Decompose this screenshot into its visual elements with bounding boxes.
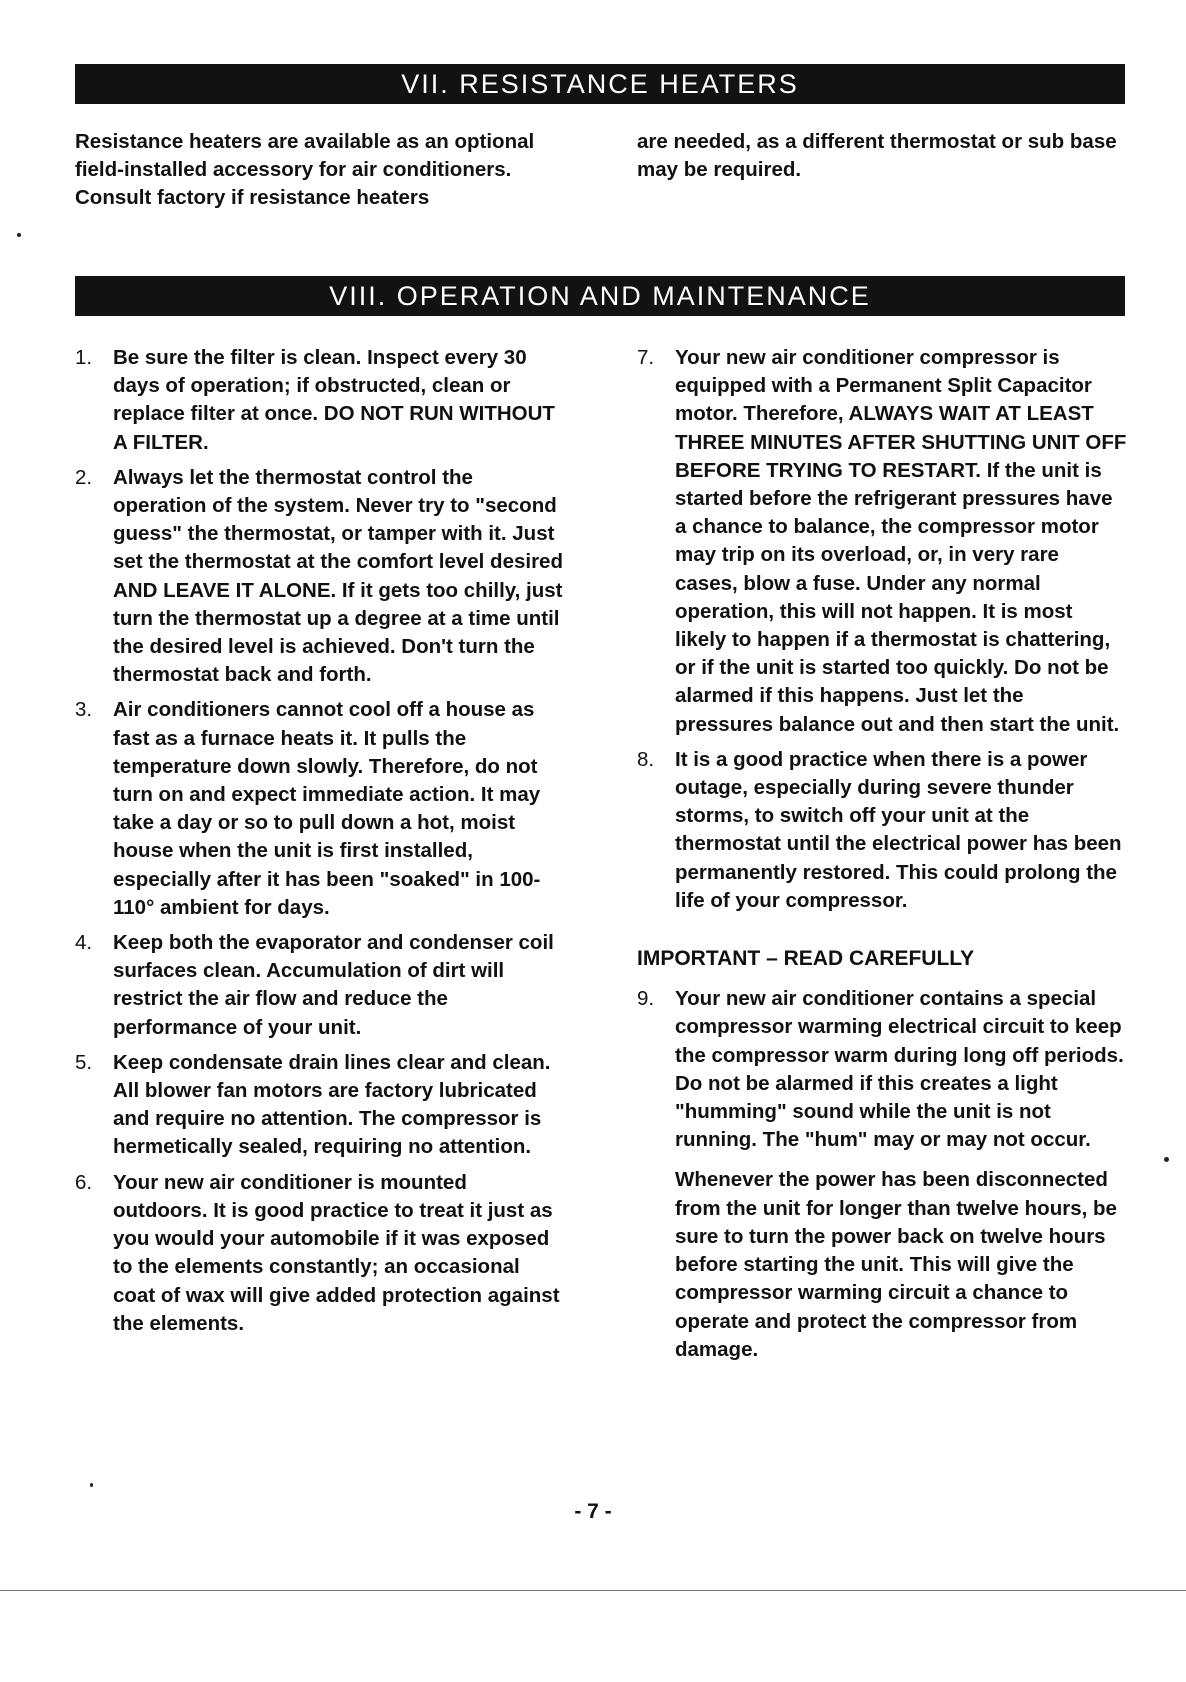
item-number: 4.	[75, 931, 93, 955]
left-column	[75, 344, 565, 1345]
item-text: Be sure the filter is clean. Inspect every 30 days of operation; if obstructed, clean or replace filter at once. DO NOT RUN WITHOUT A FILTER.	[113, 346, 555, 454]
item-text: Your new air conditioner compressor is equipped with a Permanent Split Capacitor motor. Therefore, ALWAYS WAIT AT LEAST THREE MINUTES AFTER SHUTTING UNIT OFF BEFORE TRYING TO RESTART. If the unit is started before the refrigerant pressures have a chance to balance, the compressor motor may trip on its overload, or, in very rare cases, blow a fuse. Under any normal operation, this will not happen. It is most likely to happen if a thermostat is chattering, or if the unit is started too quickly. Do not be alarmed if this happens. Just let the pressures balance out and then start the unit.	[675, 346, 1127, 736]
section-7-text-right	[637, 128, 1127, 184]
scan-speck	[1164, 1157, 1169, 1162]
item-text: Your new air conditioner contains a special compressor warming electrical circuit to keep the compressor warm during long off periods. Do not be alarmed if this creates a light "humming" sound while the unit is not running. The "hum" may or may not occur.	[675, 987, 1124, 1152]
section-8-heading: VIII. OPERATION AND MAINTENANCE	[75, 276, 1125, 316]
item-text: Air conditioners cannot cool off a house as fast as a furnace heats it. It pulls the temperature down slowly. Therefore, do not turn on and expect immediate action. It may take a day or so to pull down a hot, moist house when the unit is first installed, especially after it has been "soaked" in 100-110° ambient for days.	[113, 698, 541, 919]
list-item	[637, 344, 1127, 739]
right-column	[637, 344, 1127, 1364]
section-7-heading: VII. RESISTANCE HEATERS	[75, 64, 1125, 104]
maintenance-list-right	[637, 344, 1127, 915]
important-list	[637, 985, 1127, 1154]
item-number: 6.	[75, 1170, 93, 1194]
list-item	[637, 985, 1127, 1154]
item-9-followup: Whenever the power has been disconnected from the unit for longer than twelve hours, be sure to turn the power back on twelve hours before starting the unit. This will give the compressor warming circuit a chance to operate and protect the compressor from damage.	[675, 1168, 1117, 1361]
maintenance-list-left	[75, 344, 565, 1338]
list-item	[75, 1169, 565, 1338]
important-heading: IMPORTANT – READ CAREFULLY	[637, 947, 975, 971]
item-number: 2.	[75, 465, 93, 489]
item-text: Keep both the evaporator and condenser coil surfaces clean. Accumulation of dirt will restrict the air flow and reduce the performance of your unit.	[113, 931, 554, 1039]
item-number: 7.	[637, 346, 655, 369]
bottom-divider	[0, 1590, 1186, 1591]
scan-speck	[17, 233, 21, 237]
item-text: Always let the thermostat control the operation of the system. Never try to "second guess" the thermostat, or tamper with it. Just set the thermostat at the comfort level desired AND LEAVE IT ALONE. If it gets too chilly, just turn the thermostat up a degree at a time until the desired level is achieved. Don't turn the thermostat back and forth.	[113, 465, 563, 687]
list-item	[637, 746, 1127, 915]
item-text: It is a good practice when there is a power outage, especially during severe thunder storms, to switch off your unit at the thermostat until the electrical power has been permanently restored. This could prolong the life of your compressor.	[675, 747, 1122, 912]
section-7-paragraph-part2: are needed, as a different thermostat or sub base may be required.	[637, 130, 1117, 182]
page-number: - 7 -	[574, 1500, 612, 1523]
list-item	[75, 1049, 565, 1162]
item-number: 8.	[637, 747, 655, 771]
list-item	[75, 344, 565, 457]
list-item	[75, 929, 565, 1042]
list-item	[75, 696, 565, 922]
item-number: 3.	[75, 698, 93, 722]
item-number: 1.	[75, 346, 93, 369]
item-number: 5.	[75, 1050, 93, 1074]
section-7-text-left	[75, 128, 565, 213]
item-text: Your new air conditioner is mounted outdoors. It is good practice to treat it just as you would your automobile if it was exposed to the elements constantly; an occasional coat of wax will give added protection against the elements.	[113, 1170, 560, 1335]
list-item	[75, 464, 565, 690]
scan-speck	[90, 1483, 93, 1487]
item-text: Keep condensate drain lines clear and clean. All blower fan motors are factory lubricated and require no attention. The compressor is hermetically sealed, requiring no attention.	[113, 1050, 551, 1159]
section-7-paragraph-part1: Resistance heaters are available as an optional field-installed accessory for air conditioners. Consult factory if resistance heaters	[75, 130, 535, 210]
item-number: 9.	[637, 987, 655, 1011]
